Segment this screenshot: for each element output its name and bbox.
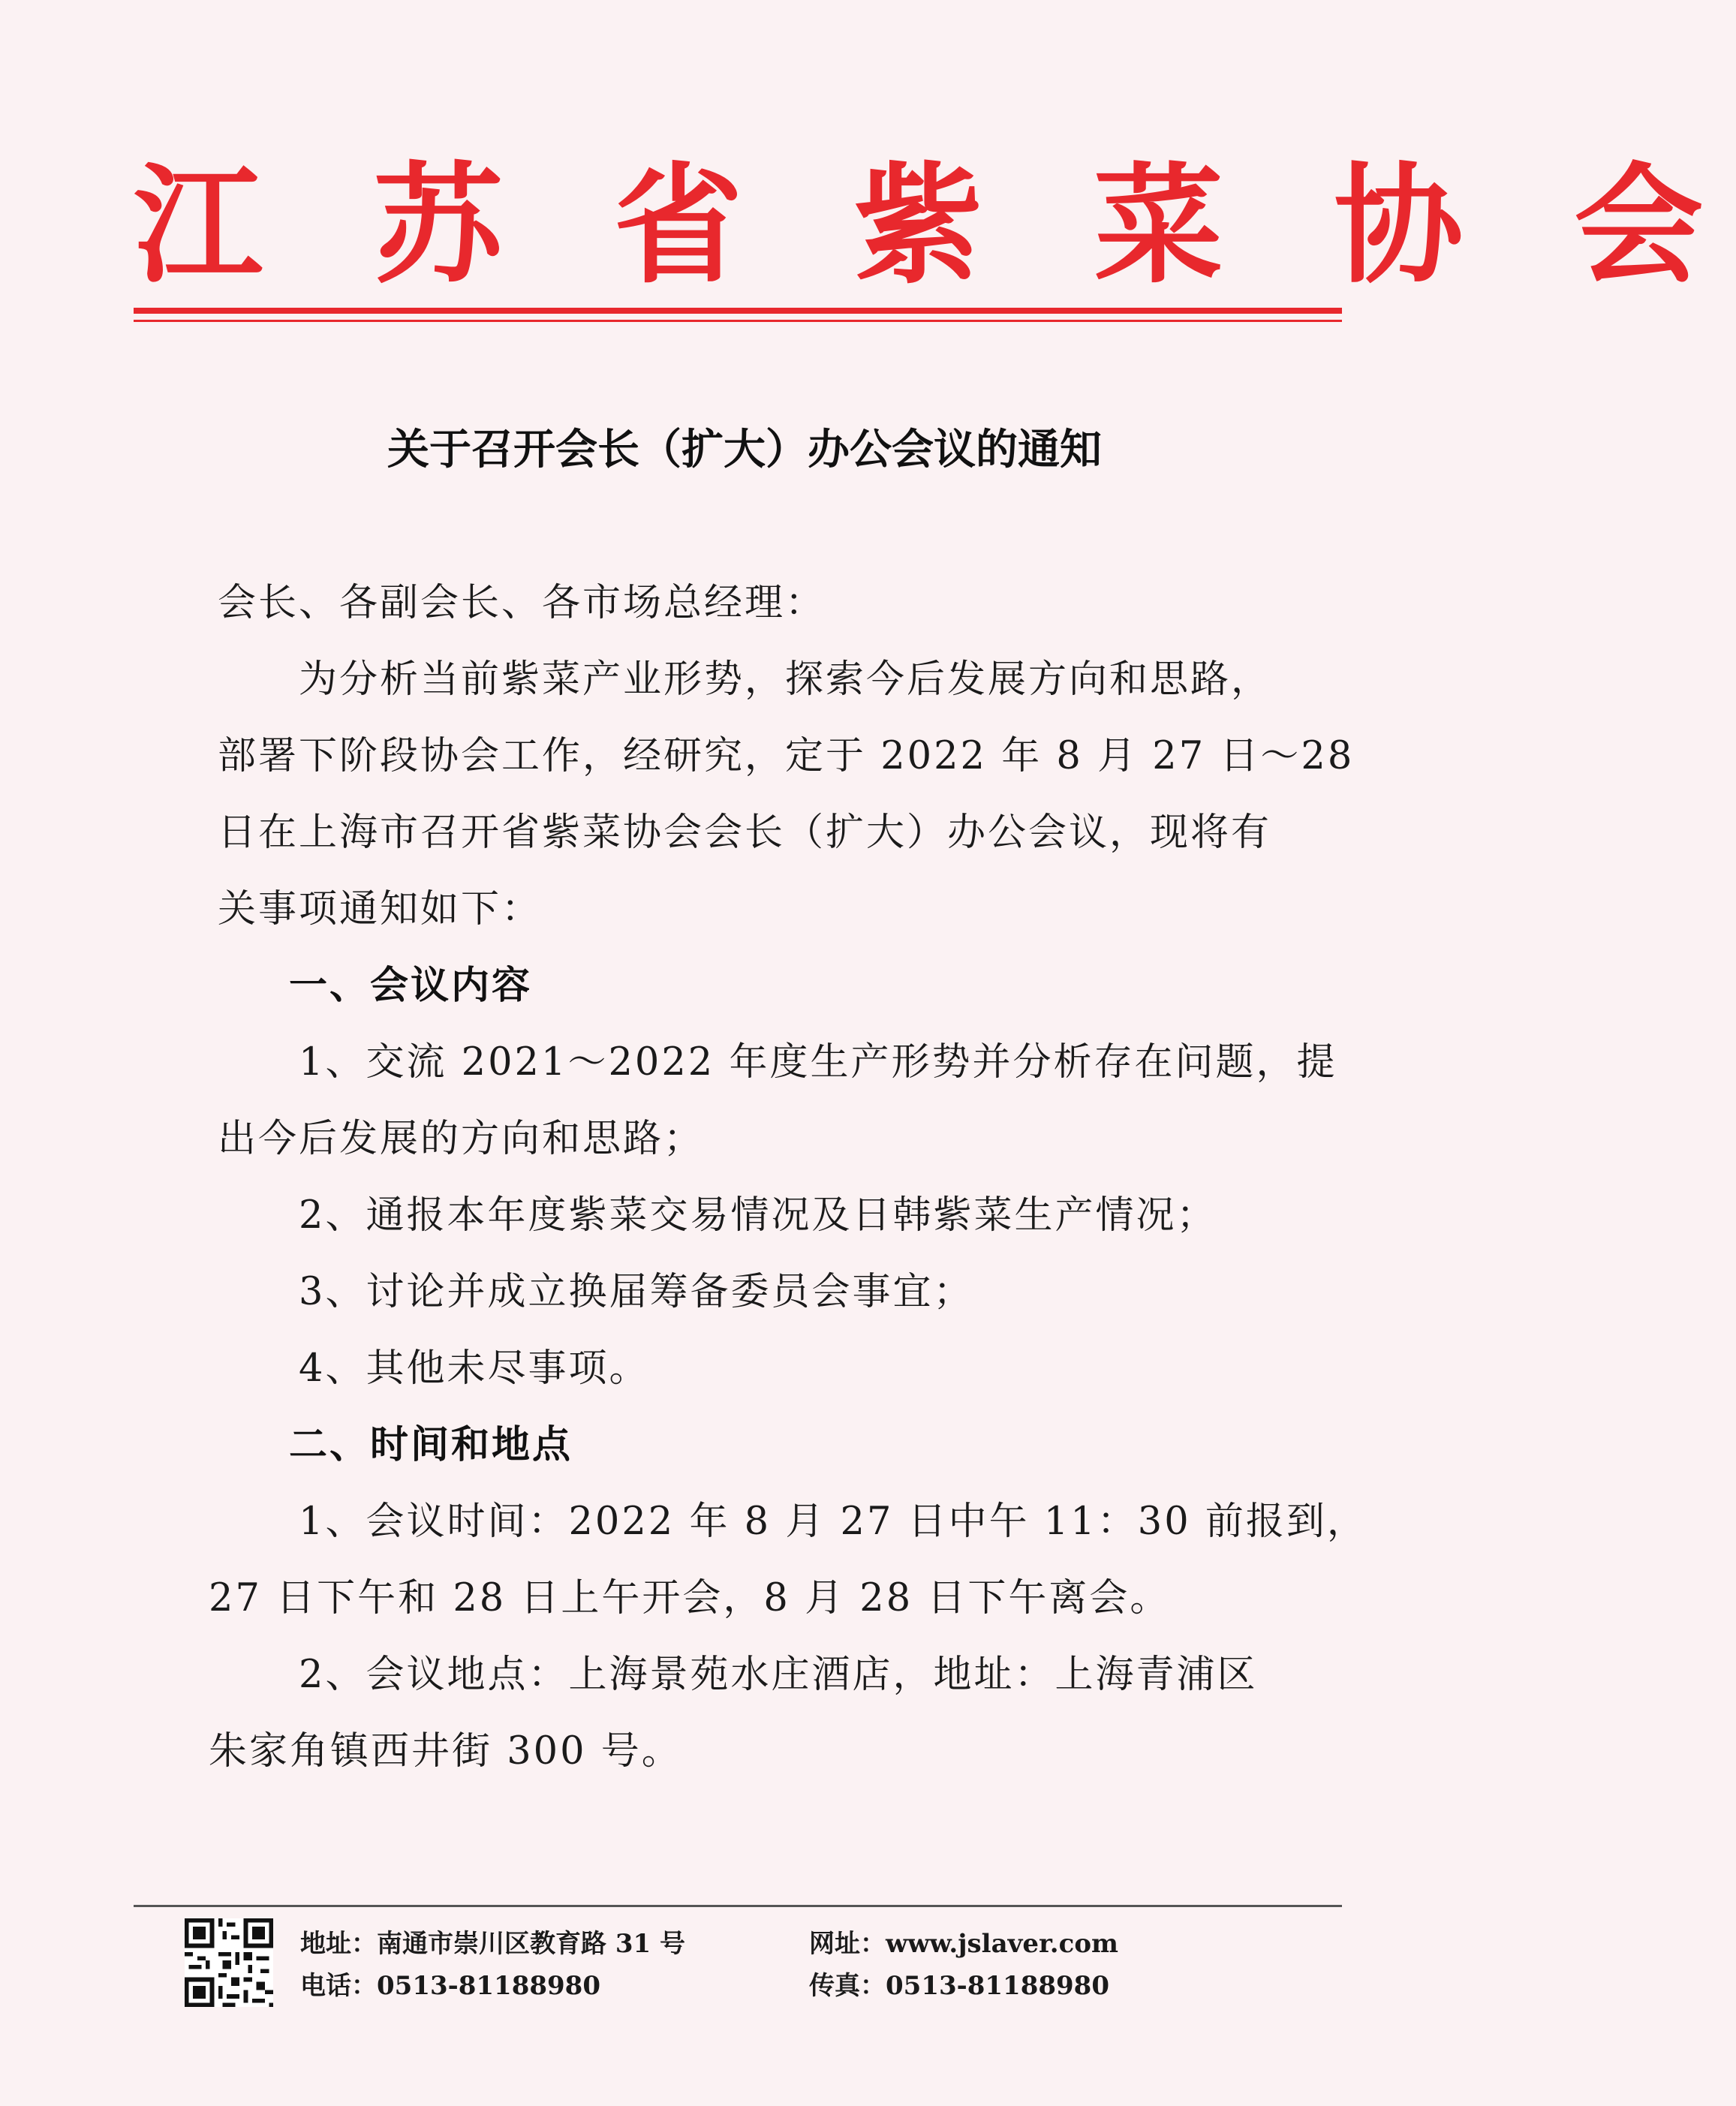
footer-rule — [134, 1905, 1342, 1907]
letterhead-rule-thin — [134, 320, 1342, 322]
qr-code-icon — [185, 1918, 273, 2007]
time-place-item: 27 日下午和 28 日上午开会，8 月 28 日下午离会。 — [209, 1576, 1171, 1620]
content-item: 出今后发展的方向和思路； — [218, 1117, 705, 1161]
footer-address-label: 地址： — [300, 1929, 377, 1959]
footer-address — [300, 1926, 685, 1962]
footer-website-label: 网址： — [809, 1929, 886, 1959]
content-item: 1、交流 2021～2022 年度生产形势并分析存在问题，提 — [218, 1040, 1337, 1085]
footer-phone-label: 电话： — [300, 1971, 377, 2001]
time-place-item: 朱家角镇西井街 300 号。 — [209, 1729, 682, 1774]
intro-line: 关事项通知如下： — [218, 887, 543, 931]
content-item: 3、讨论并成立换届筹备委员会事宜； — [218, 1270, 974, 1314]
footer-fax-label: 传真： — [809, 1971, 886, 2001]
content-item: 2、通报本年度紫菜交易情况及日韩紫菜生产情况； — [218, 1193, 1217, 1238]
footer-website-value[interactable]: www.jslaver.com — [886, 1929, 1118, 1959]
letterhead-rule-thick — [134, 308, 1342, 314]
footer-phone-value: 0513-81188980 — [377, 1971, 600, 2001]
footer-address-value: 南通市崇川区教育路 31 号 — [377, 1929, 685, 1959]
intro-line: 为分析当前紫菜产业形势，探索今后发展方向和思路， — [218, 657, 1272, 702]
footer-fax — [809, 1968, 1109, 2004]
time-place-item: 1、会议时间：2022 年 8 月 27 日中午 11：30 前报到， — [218, 1500, 1367, 1544]
notice-title: 关于召开会长（扩大）办公会议的通知 — [387, 426, 1102, 474]
section-heading-time-place: 二、时间和地点 — [289, 1423, 573, 1467]
time-place-item: 2、会议地点：上海景苑水庄酒店，地址：上海青浦区 — [218, 1653, 1258, 1697]
salutation: 会长、各副会长、各市场总经理： — [218, 581, 826, 625]
letterhead-title: 江 苏 省 紫 菜 协 会 — [134, 149, 1736, 301]
section-heading-content: 一、会议内容 — [289, 964, 533, 1008]
footer-phone — [300, 1968, 600, 2004]
intro-line: 日在上海市召开省紫菜协会会长（扩大）办公会议，现将有 — [218, 811, 1272, 855]
footer-website — [809, 1926, 1118, 1962]
footer-fax-value: 0513-81188980 — [886, 1971, 1109, 2001]
content-item: 4、其他未尽事项。 — [218, 1346, 650, 1391]
intro-line: 部署下阶段协会工作，经研究，定于 2022 年 8 月 27 日～28 — [218, 734, 1355, 778]
